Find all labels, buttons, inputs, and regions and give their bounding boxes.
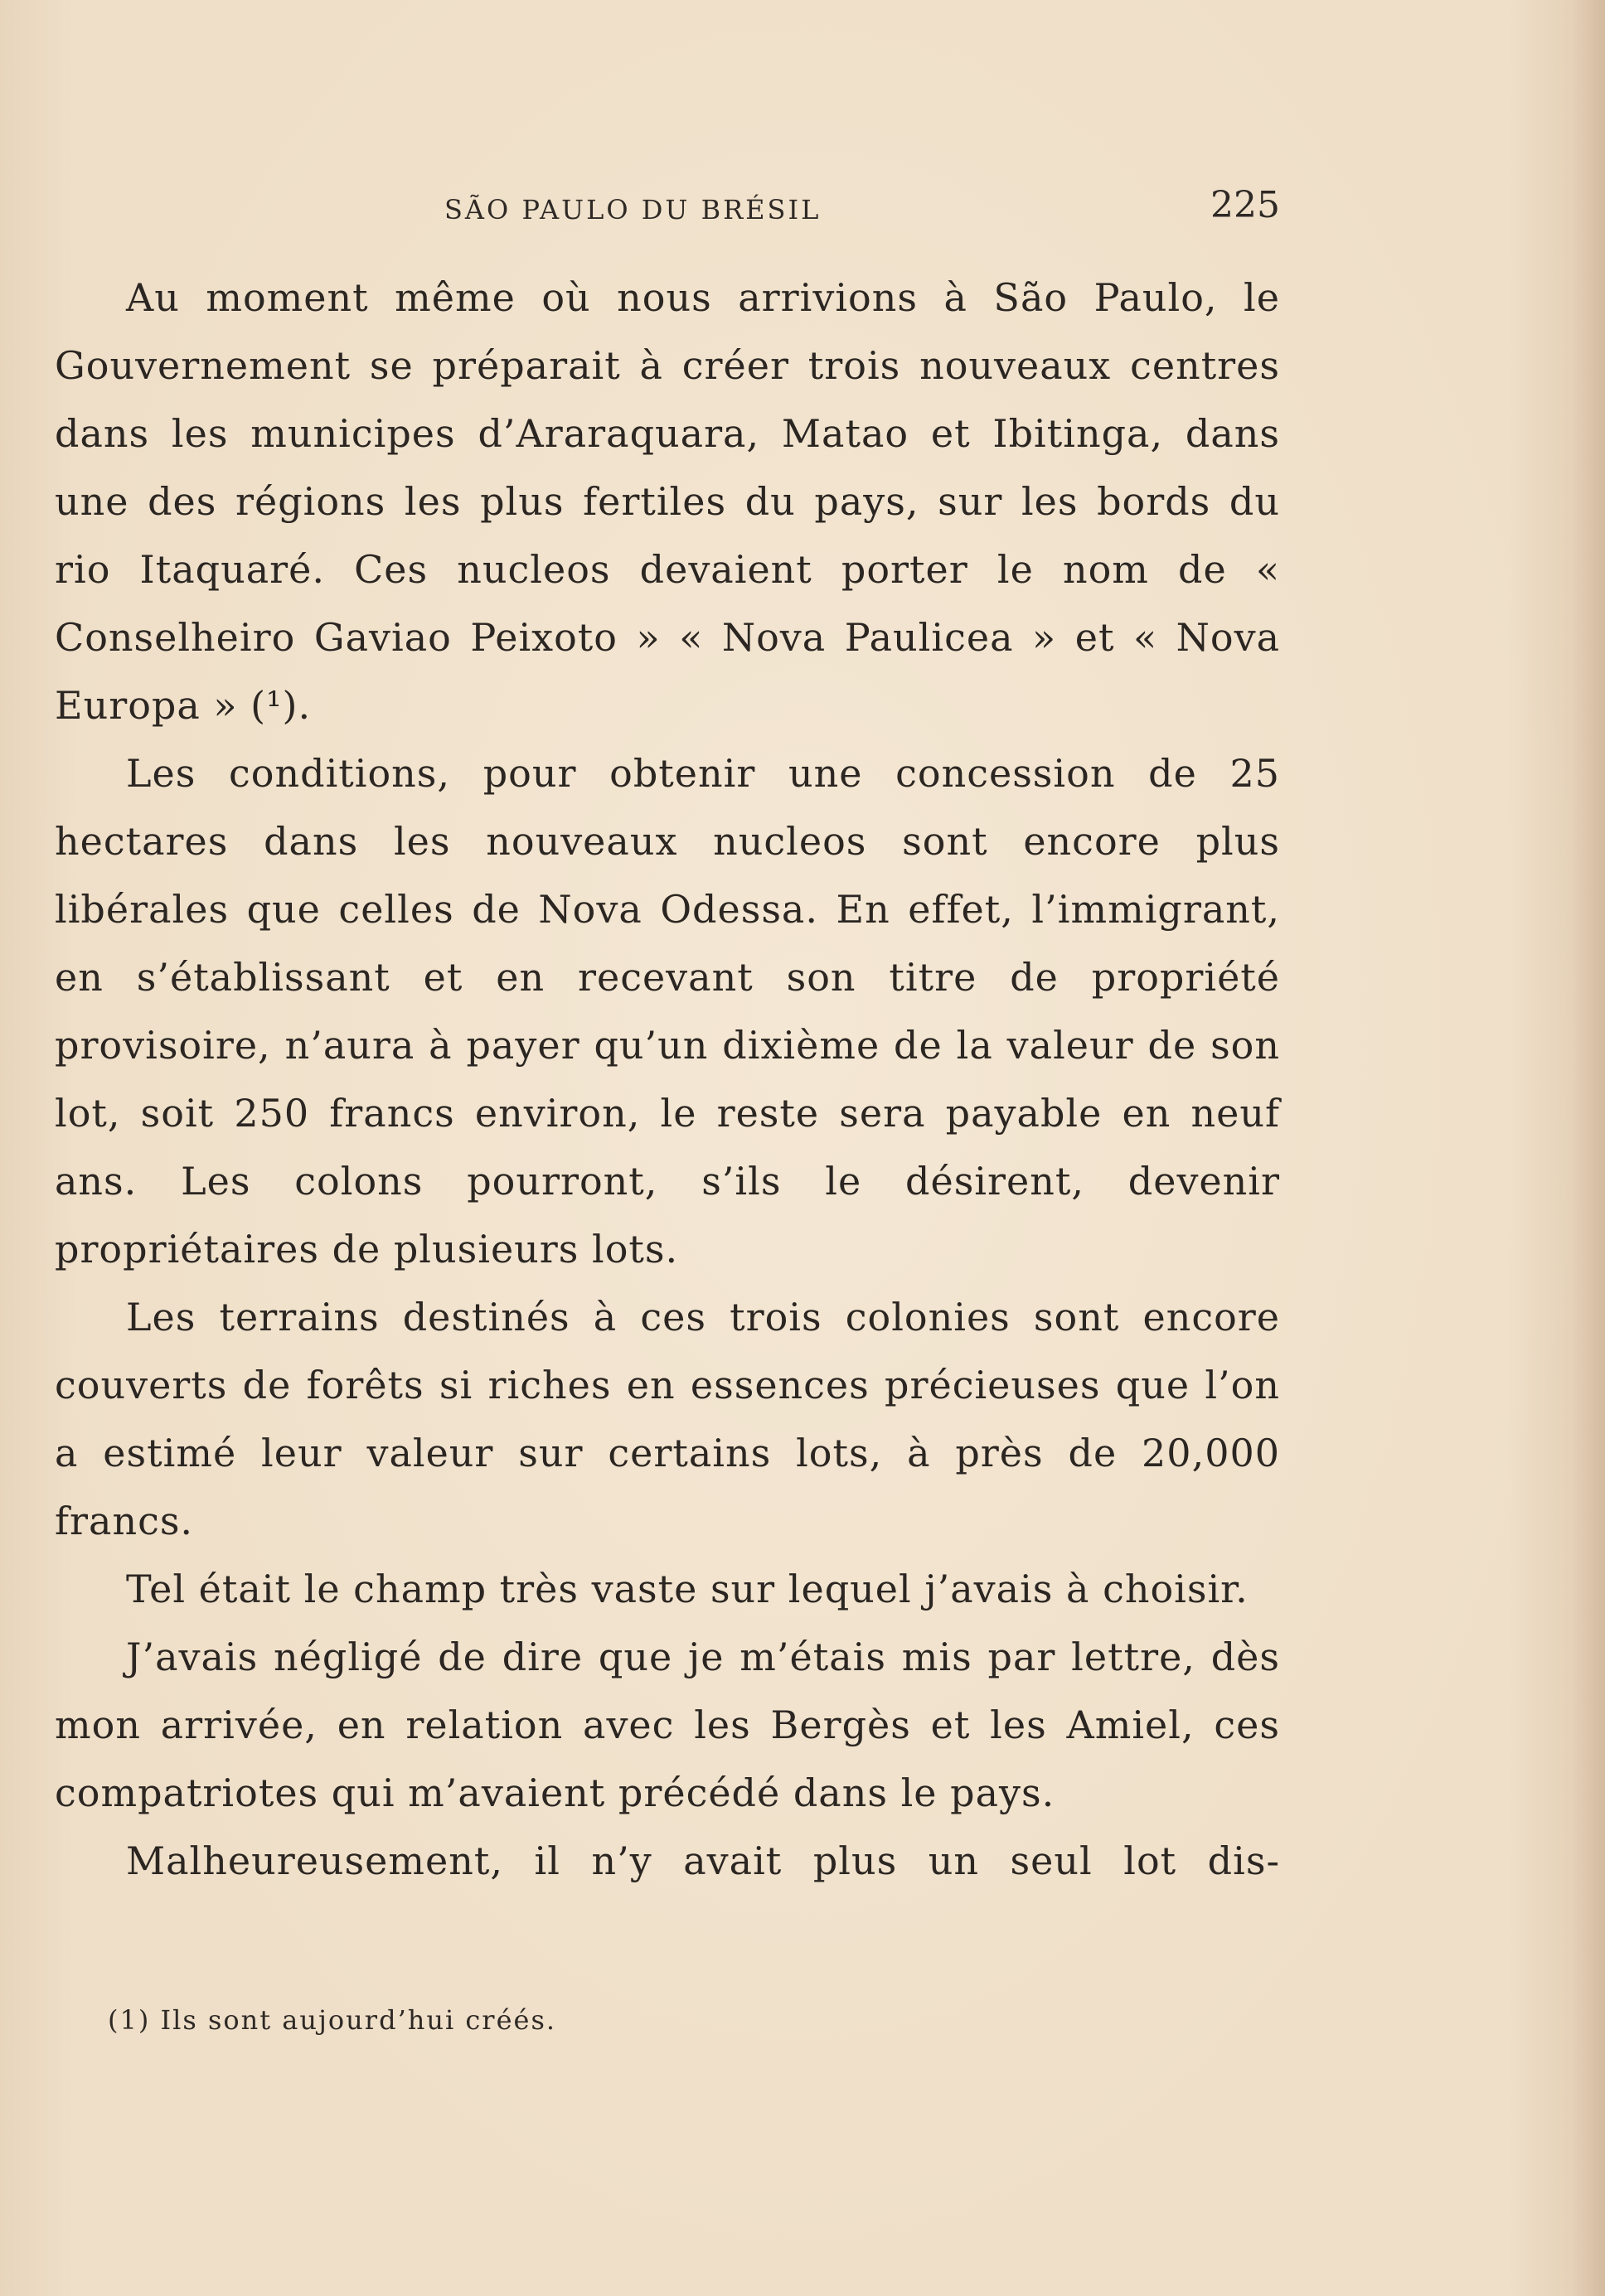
body-text xyxy=(55,264,1280,1895)
running-head xyxy=(55,184,1280,234)
page-edge-shadow xyxy=(1572,0,1605,2296)
paragraph-3: Les terrains destinés à ces trois colonies sont encore couverts de forêts si riches en essences précieuses que l’on a estimé leur valeur sur certains lots, à près de 20,000 francs. xyxy=(55,1295,1280,1543)
paragraph-5: J’avais négligé de dire que je m’étais mis par lettre, dès mon arrivée, en relation avec les Bergès et les Amiel, ces compatriotes qui m’avaient précédé dans le pays. xyxy=(55,1635,1280,1815)
paragraph-1: Au moment même où nous arrivions à São Paulo, le Gouvernement se préparait à créer trois nouveaux centres dans les municipes d’Araraquara, Matao et Ibitinga, dans une des régions les plus fertiles du pays, sur les bords du rio Itaquaré. Ces nucleos devaient porter le nom de « Conselheiro Gaviao Peixoto » « Nova Paulicea » et « Nova Europa » (¹). xyxy=(55,275,1280,728)
footnote: (1) Ils sont aujourd’hui créés. xyxy=(108,2004,557,2036)
paragraph-2: Les conditions, pour obtenir une concession de 25 hectares dans les nouveaux nucleos sont encore plus libérales que celles de Nova Odessa. En effet, l’immigrant, en s’établissant et en recevant son titre de propriété provisoire, n’aura à payer qu’un dixième de la valeur de son lot, soit 250 francs environ, le reste sera payable en neuf ans. Les colons pourront, s’ils le désirent, devenir propriétaires de plusieurs lots. xyxy=(55,751,1280,1272)
running-title: SÃO PAULO DU BRÉSIL xyxy=(444,194,822,225)
paragraph-4: Tel était le champ très vaste sur lequel j’avais à choisir. xyxy=(126,1567,1249,1611)
page-number: 225 xyxy=(1210,184,1280,226)
paragraph-6: Malheureusement, il n’y avait plus un seul lot dis- xyxy=(126,1838,1280,1883)
